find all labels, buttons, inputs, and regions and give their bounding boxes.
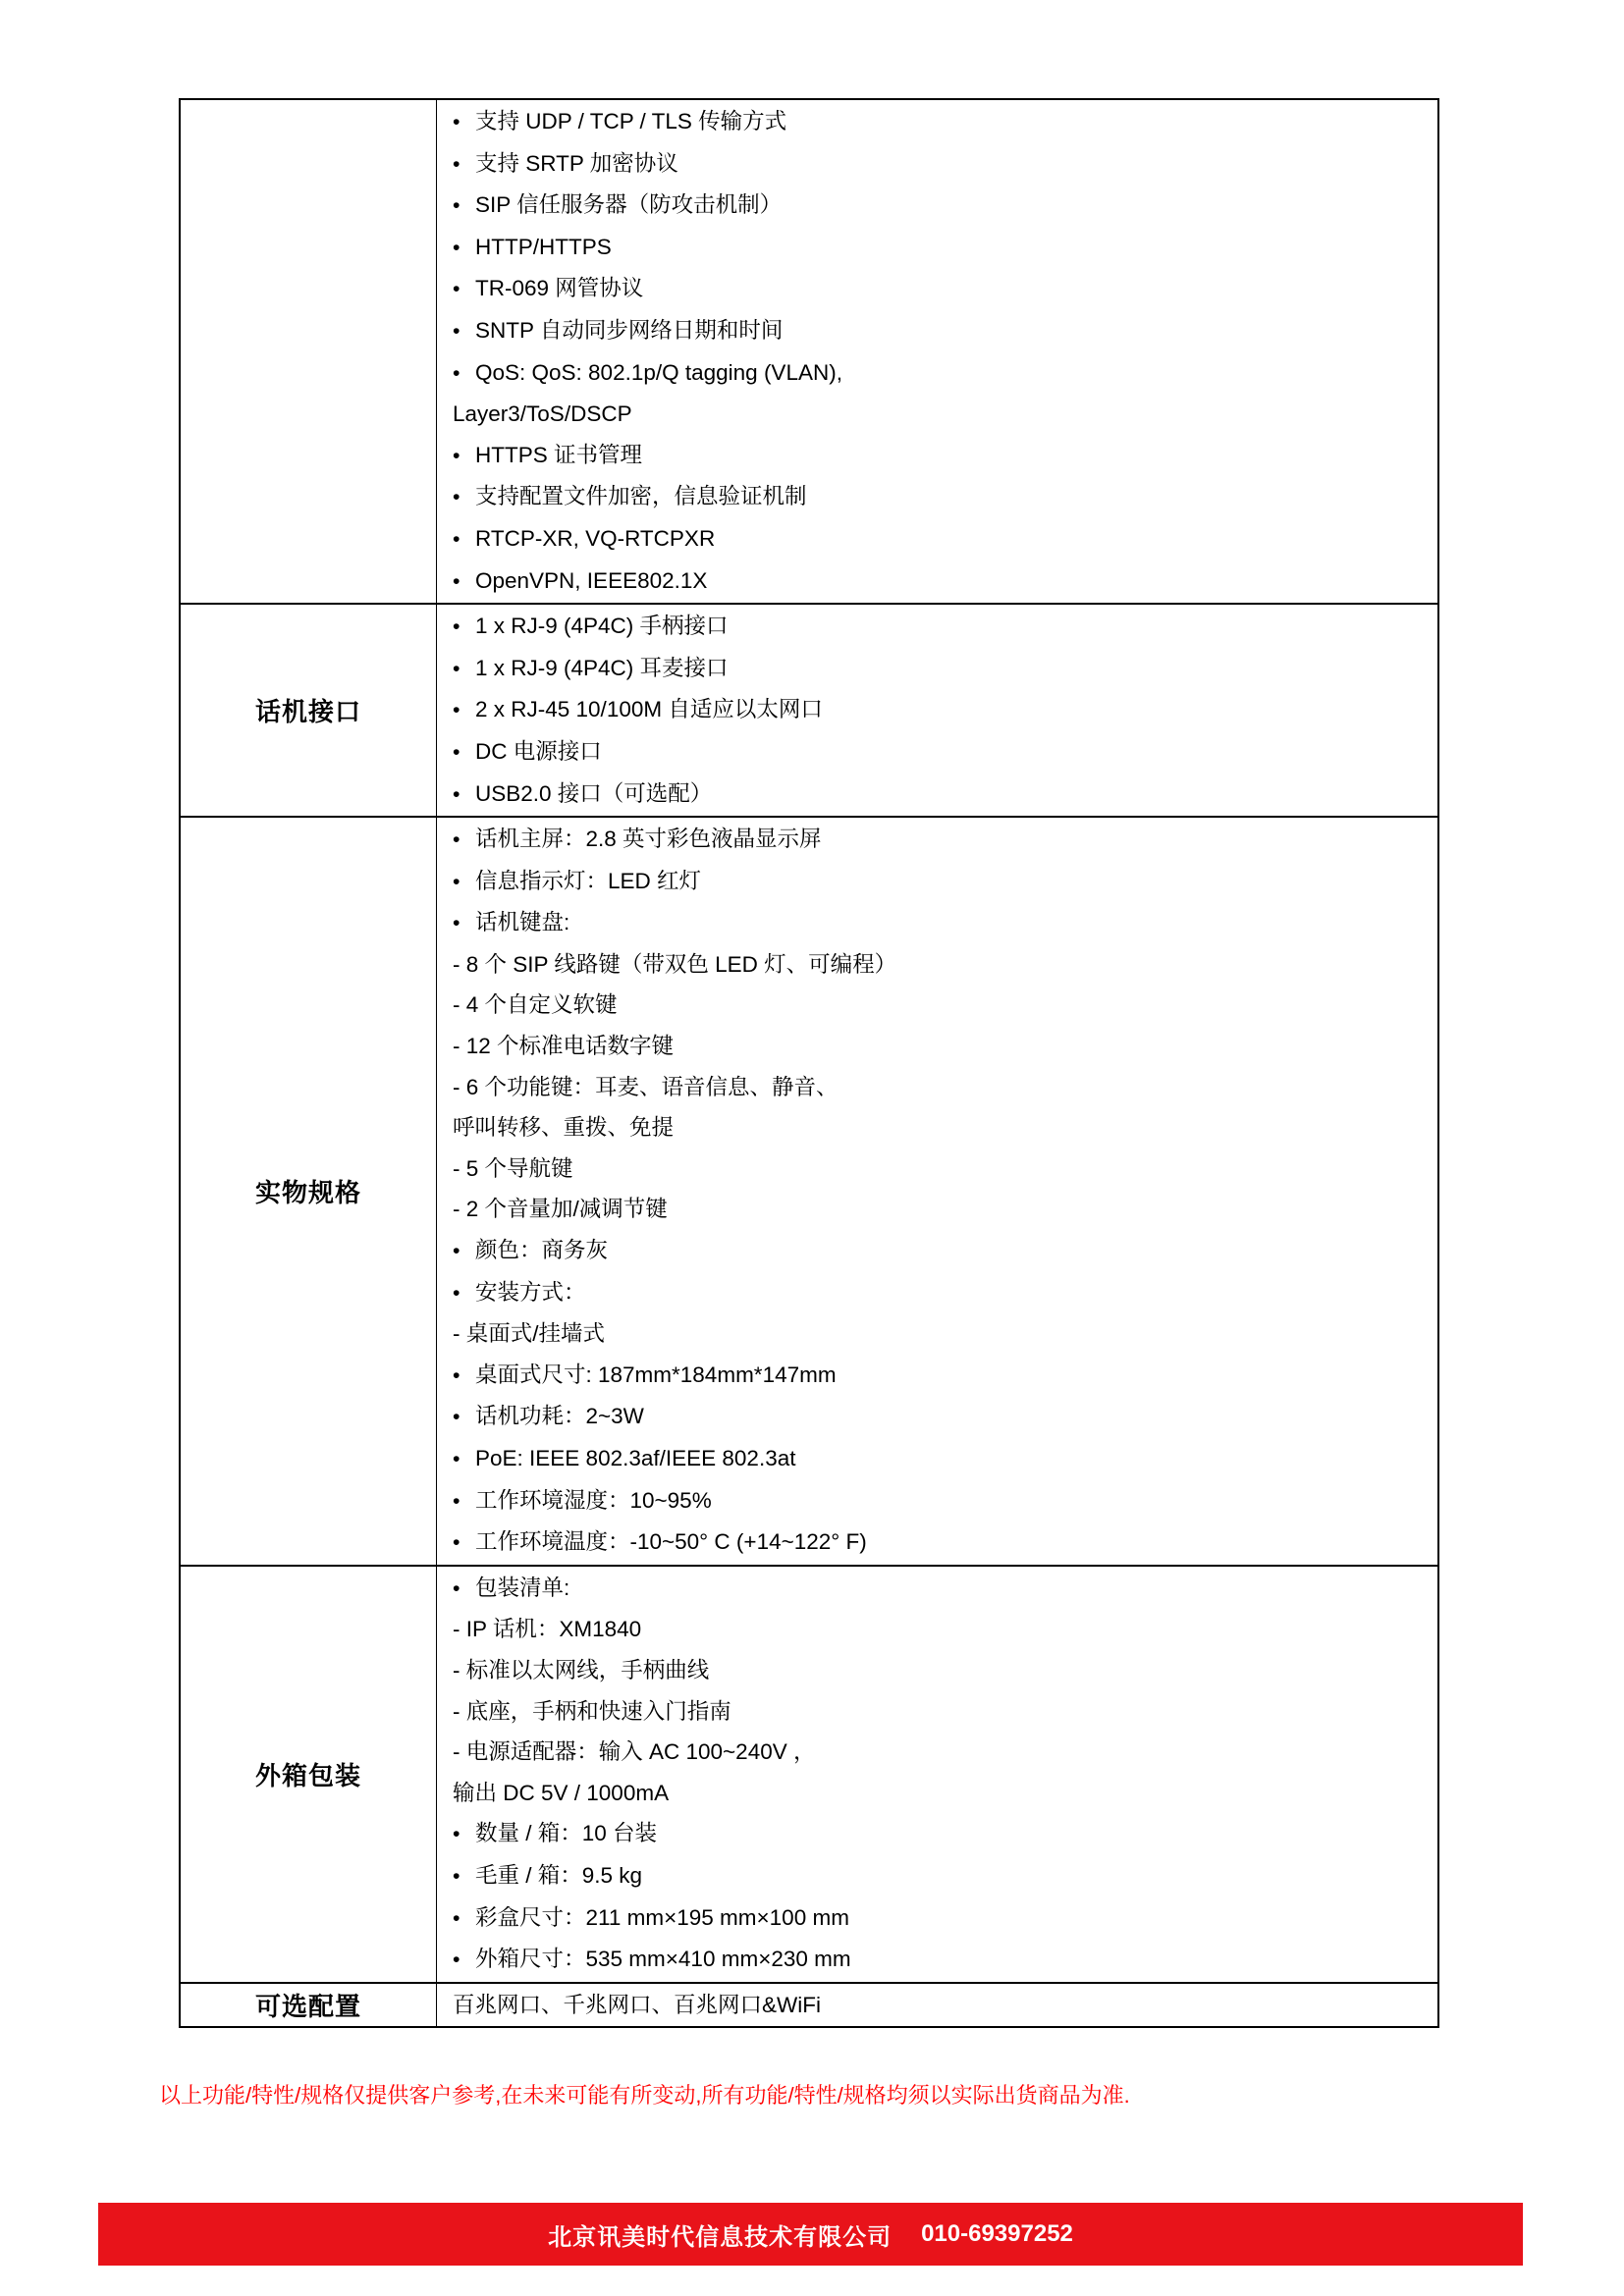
table-row: [181, 1982, 1437, 2027]
table-row: [181, 100, 1437, 603]
spec-line: • 支持 SRTP 加密协议: [453, 143, 1418, 186]
spec-line: • 颜色：商务灰: [453, 1230, 1418, 1272]
spec-line: • 1 x RJ-9 (4P4C) 手柄接口: [453, 606, 1418, 648]
spec-line: • 支持配置文件加密，信息验证机制: [453, 476, 1418, 518]
row-label: 实物规格: [181, 818, 437, 1565]
spec-line: - 12 个标准电话数字键: [453, 1034, 675, 1059]
spec-line: • 2 x RJ-45 10/100M 自适应以太网口: [453, 689, 1418, 731]
spec-line: - 2 个音量加/减调节键: [453, 1197, 668, 1222]
row-content: [437, 605, 1437, 816]
spec-line: • 桌面式尺寸: 187mm*184mm*147mm: [453, 1355, 1418, 1397]
row-content: [437, 818, 1437, 1565]
disclaimer-text: 以上功能/特性/规格仅提供客户参考,在未来可能有所变动,所有功能/特性/规格均须以实际出货商品为准.: [159, 2083, 1130, 2108]
spec-line: - 8 个 SIP 线路键（带双色 LED 灯、可编程）: [453, 951, 897, 977]
spec-line: • DC 电源接口: [453, 731, 1418, 774]
spec-line: • SNTP 自动同步网络日期和时间: [453, 310, 1418, 352]
spec-line: • 信息指示灯：LED 红灯: [453, 861, 1418, 903]
spec-line: • 话机键盘:: [453, 902, 1418, 944]
footer-bar: [98, 2203, 1523, 2266]
spec-line: • 话机功耗：2~3W: [453, 1396, 1418, 1438]
spec-line: • 安装方式：: [453, 1272, 1418, 1314]
row-content: [437, 100, 1437, 603]
spec-line: Layer3/ToS/DSCP: [453, 401, 632, 427]
spec-line: • 工作环境湿度：10~95%: [453, 1480, 1418, 1522]
row-label: [181, 100, 437, 603]
spec-line: • 工作环境温度：-10~50° C (+14~122° F): [453, 1522, 1418, 1564]
spec-line: • 1 x RJ-9 (4P4C) 耳麦接口: [453, 648, 1418, 690]
row-content: [437, 1984, 1437, 2027]
row-label: 可选配置: [181, 1984, 437, 2027]
spec-line: • 彩盒尺寸：211 mm×195 mm×100 mm: [453, 1897, 1418, 1940]
spec-line: - 标准以太网线，手柄曲线: [453, 1657, 710, 1682]
spec-line: • PoE: IEEE 802.3af/IEEE 802.3at: [453, 1438, 1418, 1480]
spec-line: • 毛重 / 箱：9.5 kg: [453, 1855, 1418, 1897]
spec-line: • QoS: QoS: 802.1p/Q tagging (VLAN),: [453, 352, 1418, 395]
footer-company: 北京讯美时代信息技术有限公司: [548, 2223, 893, 2251]
spec-line: • HTTPS 证书管理: [453, 435, 1418, 477]
row-content: [437, 1567, 1437, 1982]
spec-line: • SIP 信任服务器（防攻击机制）: [453, 185, 1418, 227]
table-row: [181, 816, 1437, 1565]
spec-line: - 4 个自定义软键: [453, 992, 618, 1018]
spec-line: - 桌面式/挂墙式: [453, 1321, 605, 1347]
table-row: [181, 603, 1437, 816]
spec-line: • RTCP-XR, VQ-RTCPXR: [453, 518, 1418, 561]
spec-line: • HTTP/HTTPS: [453, 227, 1418, 269]
spec-line: • 话机主屏：2.8 英寸彩色液晶显示屏: [453, 819, 1418, 861]
table-row: [181, 1565, 1437, 1982]
row-label: 话机接口: [181, 605, 437, 816]
spec-line: • 数量 / 箱：10 台装: [453, 1813, 1418, 1855]
spec-line: - IP 话机：XM1840: [453, 1617, 642, 1642]
spec-line: • 包装清单:: [453, 1568, 1418, 1610]
spec-line: • USB2.0 接口（可选配）: [453, 774, 1418, 816]
spec-line: 呼叫转移、重拨、免提: [453, 1115, 675, 1141]
spec-line: • OpenVPN, IEEE802.1X: [453, 561, 1418, 603]
spec-line: 百兆网口、千兆网口、百兆网口&WiFi: [453, 1992, 821, 2017]
spec-line: 输出 DC 5V / 1000mA: [453, 1780, 670, 1805]
spec-line: - 底座，手柄和快速入门指南: [453, 1698, 731, 1724]
spec-line: • TR-069 网管协议: [453, 268, 1418, 310]
spec-line: - 5 个导航键: [453, 1155, 573, 1181]
spec-line: • 外箱尺寸：535 mm×410 mm×230 mm: [453, 1939, 1418, 1981]
row-label: 外箱包装: [181, 1567, 437, 1982]
spec-table: [179, 98, 1439, 2028]
spec-line: - 6 个功能键：耳麦、语音信息、静音、: [453, 1074, 839, 1099]
footer-phone: 010-69397252: [921, 2220, 1073, 2247]
spec-line: - 电源适配器：输入 AC 100~240V ，: [453, 1739, 816, 1765]
spec-line: • 支持 UDP / TCP / TLS 传输方式: [453, 101, 1418, 143]
